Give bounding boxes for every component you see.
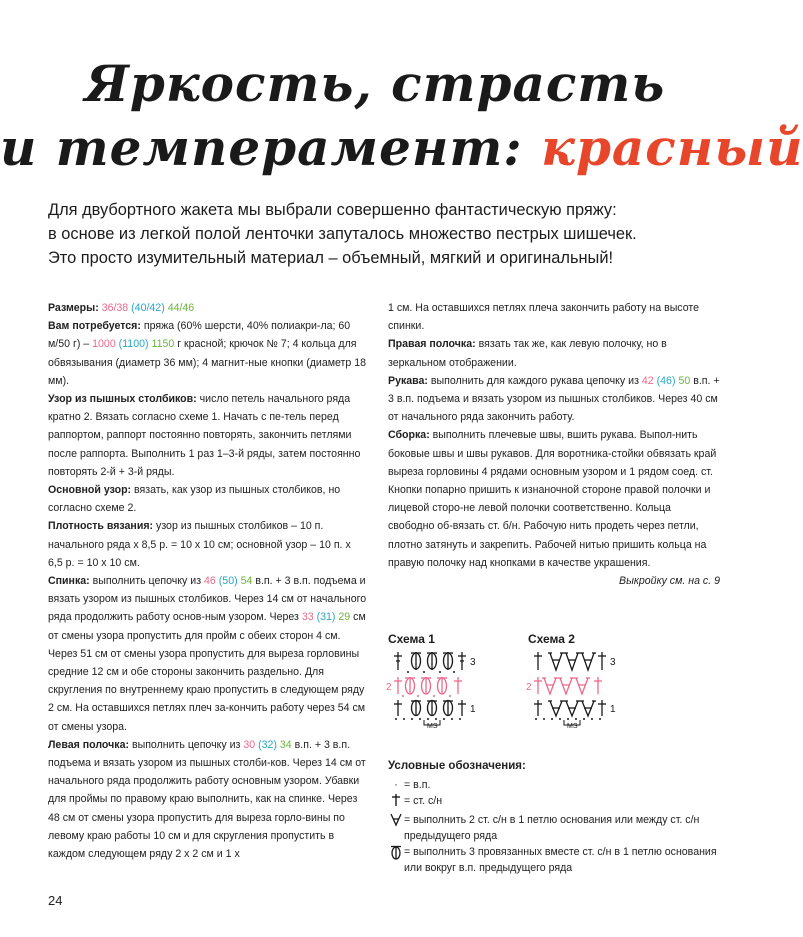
double-dc-icon — [574, 678, 590, 694]
dc-stitch-icon — [458, 652, 466, 670]
left-column — [48, 299, 368, 863]
scheme-1-row-1-number: 1 — [470, 704, 476, 715]
sleeve-chain-2: (46) — [656, 374, 676, 387]
yarn-amount-1: 1000 — [92, 338, 116, 351]
sizes-paragraph — [48, 299, 368, 317]
double-dc-icon — [564, 701, 580, 716]
yarn-amount-2: (1100) — [118, 338, 149, 351]
scheme-2-base-chain — [535, 718, 601, 720]
back-label: Спинка: — [48, 575, 90, 588]
double-dc-icon — [558, 678, 574, 694]
double-dc-icon — [542, 678, 558, 694]
size-3: 44/46 — [167, 302, 195, 314]
legend-row-dc — [388, 793, 723, 812]
dc-stitch-icon — [594, 677, 602, 694]
density-text: узор из пышных столбиков – 10 п. начального ряда х 8,5 р. = 10 х 10 см; основной узор – 10 п. х 6,5 р. = 10 х 10 см. — [48, 520, 351, 569]
yarn-amount-3: 1150 — [151, 338, 175, 351]
size-1: 36/38 — [101, 302, 129, 314]
scheme-2-diagram — [528, 648, 648, 728]
back-chain-3: 54 — [240, 575, 253, 588]
assembly-paragraph — [388, 426, 720, 572]
scheme-1-chain-row-2 — [402, 695, 451, 697]
scheme-1-title: Схема 1 — [388, 632, 435, 646]
back-paragraph — [48, 572, 368, 736]
scheme-1-base-chain — [395, 718, 461, 720]
lead-line-2: в основе из легкой полой ленточки запуталось множество пестрых шишечек. — [48, 225, 637, 243]
puff-stitch-icon — [427, 700, 437, 716]
legend-double-text: = выполнить 2 ст. с/н в 1 петлю основания или между ст. с/н предыдущего ряда — [404, 814, 700, 842]
sleeves-paragraph — [388, 372, 720, 427]
title-text-2: и темперамент: — [0, 118, 542, 177]
puff-stitch-icon — [405, 677, 415, 694]
back-text-2: в.п. + 3 в.п. подъема и вязать узором из пышных столбиков. Через 14 см от начального ряда продолжить работу основ-ным узором. Через — [48, 575, 367, 624]
dc-stitch-icon — [394, 652, 402, 670]
scheme-1-row-3 — [394, 652, 466, 670]
lead-line-3: Это просто изумительный материал – объемный, мягкий и оригинальный! — [48, 249, 614, 267]
dc-stitch-icon — [388, 793, 404, 812]
right-front-text: вязать так же, как левую полочку, но в зеркальном отображении. — [388, 338, 667, 369]
scheme-2 — [528, 632, 648, 728]
legend — [388, 758, 723, 876]
title-text-1: Яркость, страсть — [84, 54, 666, 113]
dc-stitch-icon — [534, 677, 542, 694]
back-text-1: выполнить цепочку из — [92, 575, 202, 588]
scheme-1-row-2 — [394, 677, 462, 694]
sleeves-text-1: выполнить для каждого рукава цепочку из — [430, 374, 639, 387]
scheme-1-repeat-label: MS — [427, 723, 438, 730]
dc-stitch-icon — [458, 700, 466, 716]
legend-title: Условные обозначения: — [388, 760, 526, 772]
back-chain-2: (50) — [218, 575, 238, 588]
scheme-1 — [388, 632, 508, 728]
back-text-3: см от смены узора пропустить для пройм с обеих сторон 4 см. Через 51 см от смены узора пропустить для выреза горловины средние 12 см и обе стороны закончить раздельно. Для скругления по внутреннему краю пропустить в следующем ряду 2 см. На оставшихся петлях плеч за-кончить работу через 54 см от смены узора. — [48, 611, 366, 733]
sizes-label: Размеры: — [48, 302, 99, 314]
sleeve-chain-3: 50 — [678, 374, 691, 387]
scheme-1-row-1 — [394, 700, 466, 716]
size-2: (40/42) — [131, 302, 165, 314]
puff-pattern-paragraph — [48, 390, 368, 481]
materials-paragraph — [48, 317, 368, 390]
puff-stitch-icon — [411, 700, 421, 716]
legend-chain-text: = в.п. — [404, 779, 431, 791]
double-dc-icon — [548, 701, 564, 716]
chain-dot-icon: · — [394, 779, 398, 791]
pattern-reference-note: Выкройку см. на с. 9 — [619, 575, 720, 588]
puff-stitch-icon — [411, 652, 421, 670]
left-front-chain-2: (32) — [258, 738, 277, 751]
puff-stitch-icon — [421, 677, 431, 694]
back-length-3: 29 — [338, 611, 351, 624]
sleeve-chain-1: 42 — [641, 374, 654, 387]
left-front-text-2: в.п. + 3 в.п. подъема и вязать узором из пышных столби-ков. Через 14 см от начального ряда продолжить работу основным узором. Убавки для проймы по правому краю выполнить, как на спинке. Через 48 см от смены узора пропустить для выреза горло-вины по левому краю работы 10 см и для скругления пропустить в каждом следующем ряду 2 х 2 см и 1 х — [48, 738, 366, 861]
right-column — [388, 299, 720, 590]
scheme-1-chain-row-3 — [407, 671, 455, 673]
title-line-1 — [0, 54, 750, 113]
page-number: 24 — [48, 893, 63, 908]
sleeves-text-2: в.п. + 3 в.п. подъема и вязать узором из пышных столбиков. Через 40 см от начального ряда закончить работу. — [388, 374, 720, 424]
lead-paragraph — [48, 198, 710, 270]
puff-pattern-text: число петель начального ряда кратно 2. Вязать согласно схеме 1. Начать с пе-тель перед раппортом, раппорт постоянно повторять, закончить петлями после раппорта. Выполнить 1 раз 1–3-й ряды, затем постоянно повторять 2-й + 3-й ряды. — [48, 393, 361, 478]
assembly-label: Сборка: — [388, 429, 430, 442]
right-front-label: Правая полочка: — [388, 338, 476, 351]
scheme-2-row-1 — [534, 700, 606, 716]
left-front-chain-3: 34 — [279, 738, 292, 751]
dc-stitch-icon — [454, 677, 462, 694]
materials-label: Вам потребуется: — [48, 320, 141, 333]
left-front-chain-1: 30 — [243, 738, 256, 751]
double-dc-icon — [548, 653, 564, 670]
sleeves-label: Рукава: — [388, 374, 428, 387]
main-pattern-label: Основной узор: — [48, 484, 132, 497]
puff-stitch-icon — [437, 677, 447, 694]
scheme-2-row-3 — [534, 652, 606, 670]
materials-text-2: г красной; крючок № 7; 4 кольца для обвязывания (диаметр 36 мм); 4 магнит-ные кнопки (диаметр 18 мм). — [48, 338, 367, 387]
title-accent-word: красный — [541, 118, 803, 177]
continuation-paragraph: 1 см. На оставшихся петлях плеча закончить работу на высоте спинки. — [388, 302, 700, 333]
puff-pattern-label: Узор из пышных столбиков: — [48, 393, 197, 406]
left-front-paragraph — [48, 736, 368, 863]
dc-stitch-icon — [394, 700, 402, 716]
back-chain-1: 46 — [204, 575, 216, 588]
puff-stitch-icon — [443, 652, 453, 670]
legend-dc-text: = ст. с/н — [404, 795, 443, 807]
lead-line-1: Для двубортного жакета мы выбрали совершенно фантастическую пряжу: — [48, 201, 617, 219]
dc-stitch-icon — [598, 652, 606, 670]
main-pattern-paragraph — [48, 481, 368, 517]
assembly-text: выполнить плечевые швы, вшить рукава. Выпол-нить боковые швы и швы рукавов. Для воротника-стойки обвязать край выреза горловины 4 рядами основным узором и 1 рядом соед. ст. Кнопки попарно пришить к изнаночной стороне правой полочки и лицевой сторо-не левой полочки соответственно. Кольца свободно об-вязать ст. б/н. Рабочую нить продеть через петли, плотно затянуть и закрепить. Рабочей нитью пришить кольца на правую полочку над кнопками в качестве украшения. — [388, 429, 717, 569]
dc-stitch-icon — [534, 652, 542, 670]
puff-stitch-icon — [443, 700, 453, 716]
dc-stitch-icon — [394, 677, 402, 694]
dc-stitch-icon — [598, 700, 606, 716]
back-length-2: (31) — [316, 611, 336, 624]
materials-text-1: пряжа (60% шерсти, 40% полиакри-ла; 60 м/50 г) – — [48, 320, 351, 351]
scheme-1-row-2-number: 2 — [386, 682, 392, 693]
scheme-1-row-3-number: 3 — [470, 657, 476, 668]
left-front-label: Левая полочка: — [48, 738, 129, 751]
scheme-2-title: Схема 2 — [528, 632, 575, 646]
scheme-2-row-1-number: 1 — [610, 704, 616, 715]
puff-stitch-icon — [388, 844, 404, 865]
double-dc-icon — [564, 653, 580, 670]
right-front-paragraph — [388, 335, 720, 371]
double-dc-icon — [580, 653, 596, 670]
legend-row-puff — [388, 844, 723, 876]
scheme-1-diagram — [388, 648, 508, 728]
scheme-2-repeat-label: MS — [567, 723, 578, 730]
main-pattern-text: вязать, как узор из пышных столбиков, но согласно схеме 2. — [48, 484, 341, 515]
puff-stitch-icon — [427, 652, 437, 670]
double-dc-icon — [388, 812, 404, 831]
back-length-1: 33 — [301, 611, 314, 624]
legend-puff-text: = выполнить 3 провязанных вместе ст. с/н в 1 петлю основания или вокруг в.п. предыдущего ряда — [404, 846, 717, 874]
scheme-2-row-2 — [534, 677, 602, 694]
legend-row-chain — [388, 777, 723, 793]
dc-stitch-icon — [534, 700, 542, 716]
density-label: Плотность вязания: — [48, 520, 154, 533]
double-dc-icon — [580, 701, 596, 716]
left-front-text-1: выполнить цепочку из — [131, 738, 241, 751]
title-line-2 — [0, 118, 803, 177]
legend-row-double — [388, 812, 723, 844]
scheme-2-row-3-number: 3 — [610, 657, 616, 668]
scheme-2-row-2-number: 2 — [526, 682, 532, 693]
density-paragraph — [48, 517, 368, 572]
